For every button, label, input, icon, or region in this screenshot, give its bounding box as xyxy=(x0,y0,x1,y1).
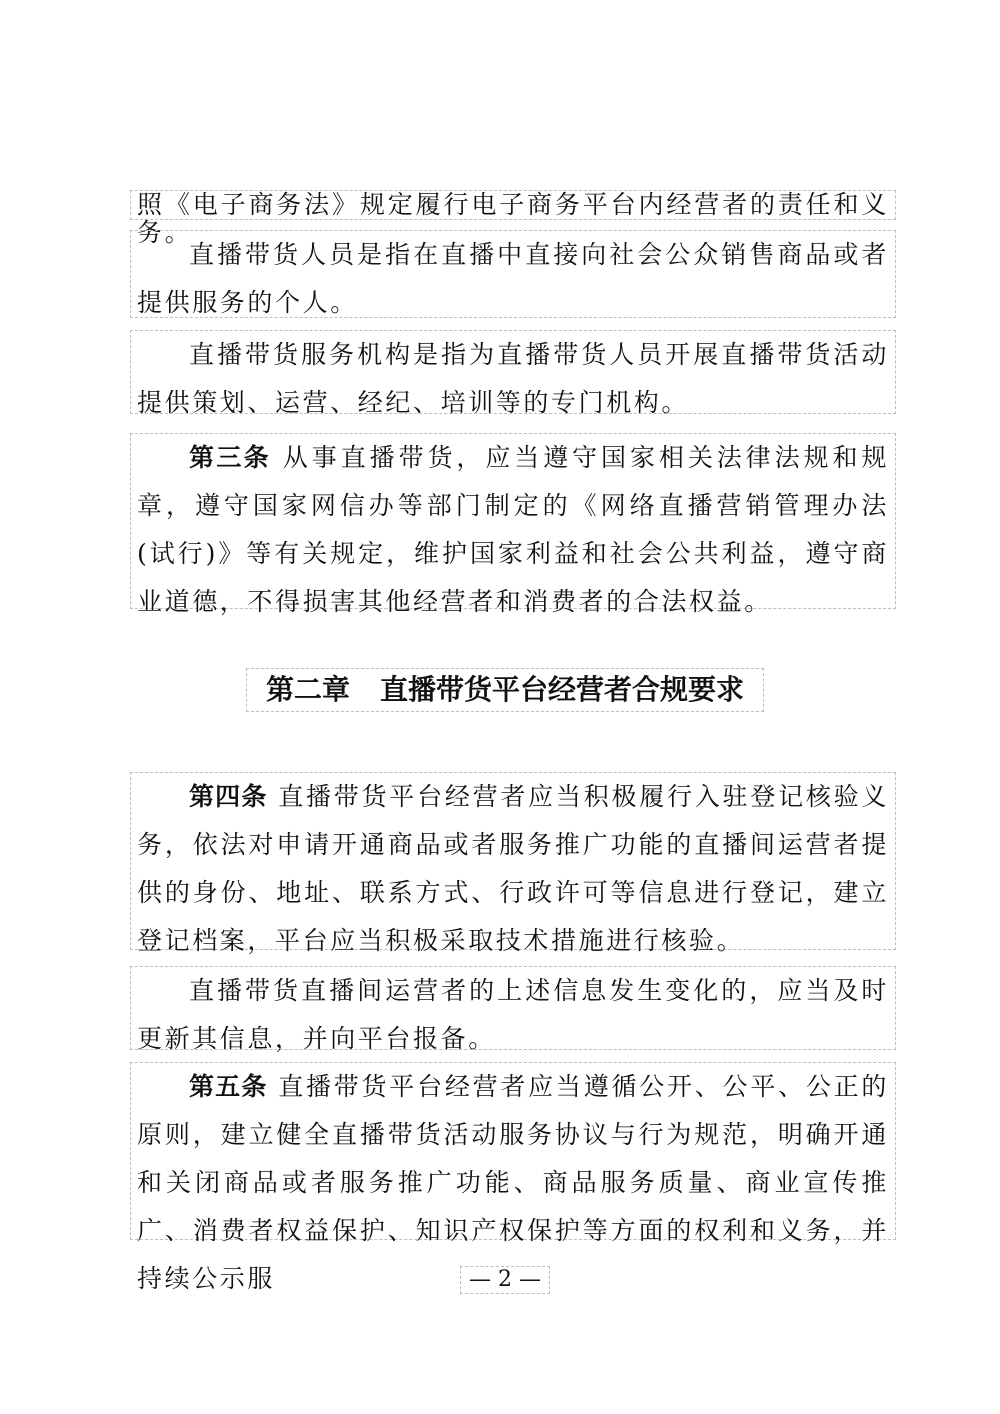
page-number: — 2 — xyxy=(460,1266,550,1294)
article-3 xyxy=(130,433,896,616)
article-label: 第五条 xyxy=(189,1072,268,1101)
paragraph-text: 照《电子商务法》规定履行电子商务平台内经营者的责任和义务。 xyxy=(137,190,889,247)
paragraph-continuation xyxy=(130,190,896,247)
paragraph-info-change xyxy=(130,966,896,1053)
article-4 xyxy=(130,772,896,955)
article-5 xyxy=(130,1062,896,1293)
article-text: 从事直播带货，应当遵守国家相关法律法规和规章，遵守国家网信办等部门制定的《网络直播营销管理办法(试行)》等有关规定，维护国家利益和社会公共利益，遵守商业道德，不得损害其他经营者和消费者的合法权益。 xyxy=(137,443,889,616)
paragraph-text: 直播带货直播间运营者的上述信息发生变化的，应当及时更新其信息，并向平台报备。 xyxy=(137,976,889,1053)
paragraph-text: 直播带货人员是指在直播中直接向社会公众销售商品或者提供服务的个人。 xyxy=(137,240,889,317)
article-label: 第四条 xyxy=(189,782,268,811)
paragraph-live-streamer-definition xyxy=(130,230,896,318)
article-text: 直播带货平台经营者应当积极履行入驻登记核验义务，依法对申请开通商品或者服务推广功能的直播间运营者提供的身份、地址、联系方式、行政许可等信息进行登记，建立登记档案，平台应当积极采取技术措施进行核验。 xyxy=(137,782,889,955)
paragraph-text: 直播带货服务机构是指为直播带货人员开展直播带货活动提供策划、运营、经纪、培训等的专门机构。 xyxy=(137,340,889,417)
chapter-number: 第二章 xyxy=(265,673,350,706)
chapter-heading xyxy=(246,668,764,712)
article-label: 第三条 xyxy=(189,443,271,472)
chapter-title: 直播带货平台经营者合规要求 xyxy=(380,673,745,706)
article-text: 直播带货平台经营者应当遵循公开、公平、公正的原则，建立健全直播带货活动服务协议与行为规范，明确开通和关闭商品或者服务推广功能、商品服务质量、商业宣传推广、消费者权益保护、知识产权保护等方面的权利和义务，并持续公示服 xyxy=(137,1072,889,1293)
paragraph-service-agency-definition xyxy=(130,330,896,417)
